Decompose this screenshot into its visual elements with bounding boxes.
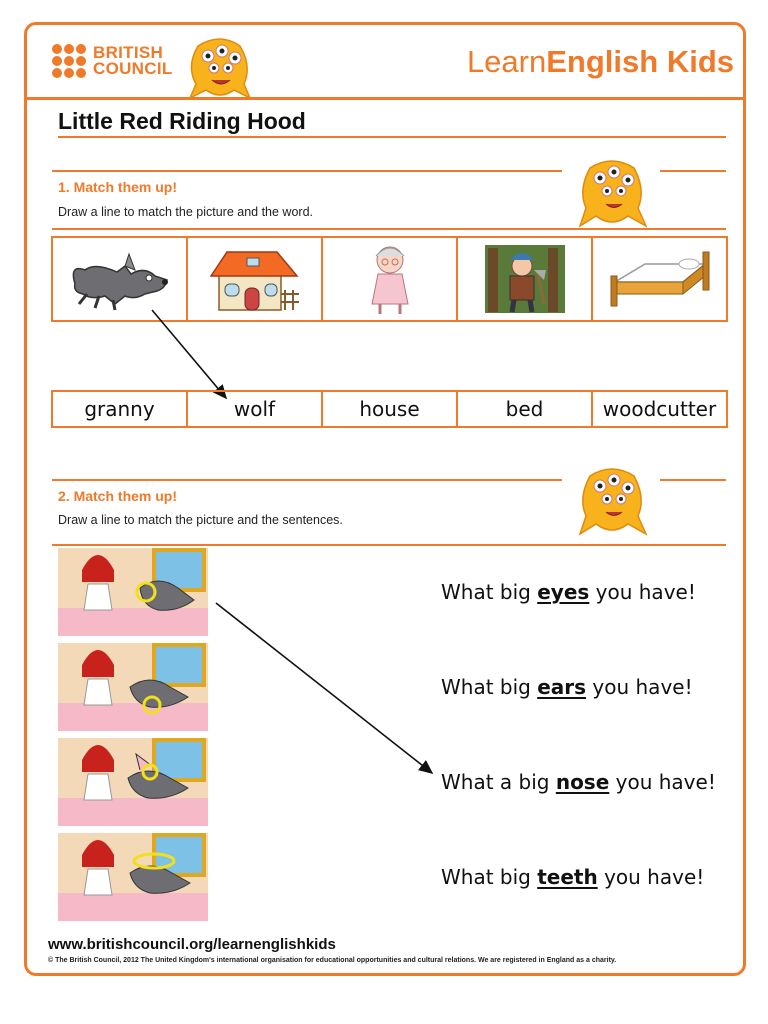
section2-rule-bottom [52,544,726,546]
footer-url[interactable]: www.britishcouncil.org/learnenglishkids [48,936,336,953]
footer-copyright: © The British Council, 2012 The United Kingdom's international organisation for educational opportunities and cultural relations. We are registered in England as a charity. [48,957,617,964]
sentence-nose[interactable]: What a big nose you have! [441,770,716,794]
section2-instruction: Draw a line to match the picture and the sentences. [58,513,343,527]
sentence-teeth[interactable]: What big teeth you have! [441,865,705,889]
sentence-ears[interactable]: What big ears you have! [441,675,693,699]
section1-instruction: Draw a line to match the picture and the word. [58,205,313,219]
red-riding-hood-and-wolf-icon [58,548,208,636]
scene-picture-teeth[interactable] [58,833,208,921]
scene-picture-nose[interactable] [58,738,208,826]
sentence-eyes[interactable]: What big eyes you have! [441,580,696,604]
word-granny[interactable]: granny [53,392,188,426]
word-house[interactable]: house [323,392,458,426]
word-bed[interactable]: bed [458,392,593,426]
page-title: Little Red Riding Hood [58,108,306,134]
section2-heading: 2. Match them up! [58,488,178,504]
red-riding-hood-and-wolf-icon [58,833,208,921]
word-wolf[interactable]: wolf [188,392,323,426]
section2-rule-top-right [660,479,726,481]
mascot-icon [572,464,654,542]
learnenglish-kids-logo: LearnEnglish Kids [466,44,734,79]
word-row [51,390,728,428]
scene-picture-eyes[interactable] [58,548,208,636]
section1-heading: 1. Match them up! [58,179,178,195]
red-riding-hood-and-wolf-icon [58,643,208,731]
word-woodcutter[interactable]: woodcutter [602,397,717,421]
british-council-wordmark: BRITISH COUNCIL [93,43,173,78]
scene-picture-ears[interactable] [58,643,208,731]
red-riding-hood-and-wolf-icon [58,738,208,826]
section2-rule-top [52,479,562,481]
